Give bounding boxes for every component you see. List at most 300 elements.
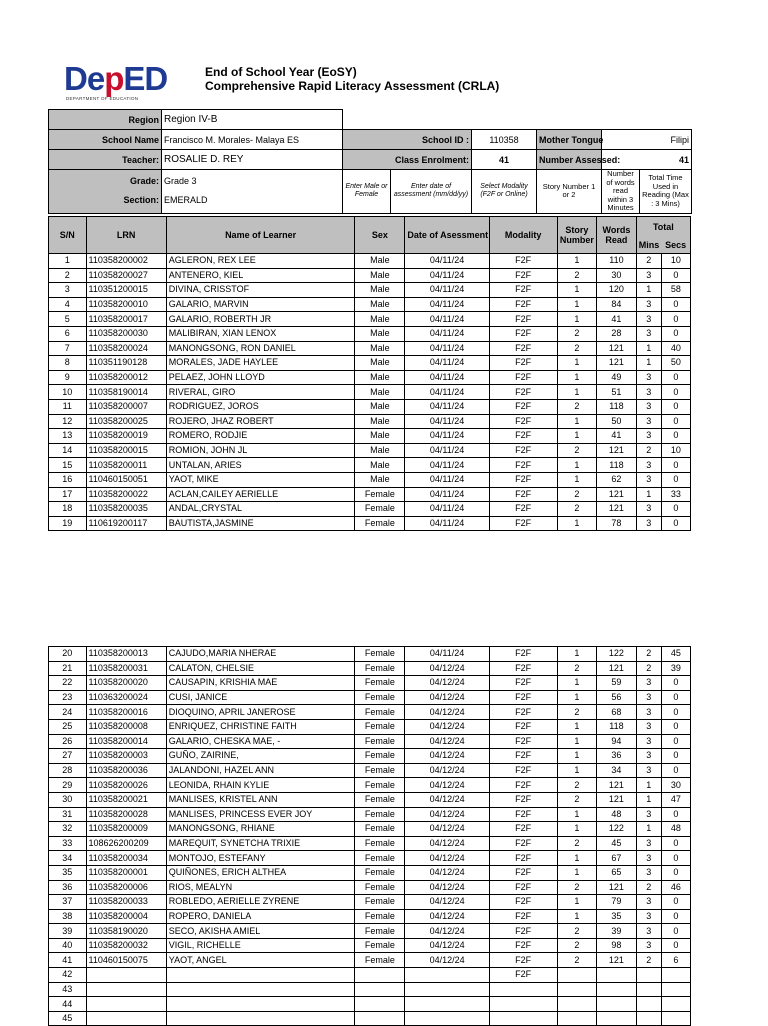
cell-words[interactable]: 41 — [597, 312, 637, 327]
cell-story[interactable]: 1 — [557, 297, 597, 312]
cell-sex[interactable]: Female — [355, 778, 405, 793]
cell-mins[interactable]: 3 — [636, 851, 661, 866]
cell-mins[interactable]: 3 — [636, 370, 661, 385]
number-assessed-value[interactable]: 41 — [602, 150, 692, 170]
cell-sex[interactable]: Male — [355, 283, 405, 298]
cell-mins[interactable]: 3 — [636, 458, 661, 473]
cell-words[interactable] — [597, 982, 637, 997]
cell-words[interactable]: 121 — [597, 778, 637, 793]
cell-mins[interactable]: 3 — [636, 763, 661, 778]
cell-modality[interactable] — [489, 982, 557, 997]
cell-lrn[interactable]: 108626200209 — [86, 836, 166, 851]
cell-lrn[interactable]: 110358200015 — [86, 443, 166, 458]
cell-lrn[interactable]: 110358200033 — [86, 895, 166, 910]
cell-story[interactable]: 1 — [557, 895, 597, 910]
section-value[interactable]: EMERALD — [164, 195, 208, 206]
cell-date[interactable]: 04/12/24 — [405, 676, 489, 691]
cell-name[interactable]: LEONIDA, RHAIN KYLIE — [166, 778, 355, 793]
cell-lrn[interactable]: 110358200011 — [86, 458, 166, 473]
cell-story[interactable]: 1 — [557, 822, 597, 837]
cell-words[interactable]: 94 — [597, 734, 637, 749]
cell-date[interactable]: 04/12/24 — [405, 661, 489, 676]
cell-words[interactable]: 78 — [597, 516, 637, 531]
cell-lrn[interactable]: 110358200025 — [86, 414, 166, 429]
cell-mins[interactable] — [636, 997, 661, 1012]
cell-secs[interactable] — [661, 1011, 690, 1026]
cell-story[interactable]: 1 — [557, 719, 597, 734]
cell-modality[interactable]: F2F — [489, 719, 557, 734]
cell-secs[interactable]: 10 — [661, 443, 690, 458]
cell-sex[interactable]: Male — [355, 254, 405, 269]
cell-modality[interactable]: F2F — [489, 385, 557, 400]
cell-modality[interactable]: F2F — [489, 268, 557, 283]
cell-mins[interactable]: 3 — [636, 836, 661, 851]
cell-mins[interactable] — [636, 982, 661, 997]
cell-name[interactable]: MALIBIRAN, XIAN LENOX — [166, 326, 355, 341]
cell-secs[interactable]: 0 — [661, 414, 690, 429]
cell-secs[interactable]: 50 — [661, 356, 690, 371]
region-value[interactable]: Region IV-B — [162, 110, 343, 130]
cell-modality[interactable]: F2F — [489, 458, 557, 473]
cell-sex[interactable]: Female — [355, 647, 405, 662]
cell-name[interactable]: ROBLEDO, AERIELLE ZYRENE — [166, 895, 355, 910]
cell-secs[interactable]: 48 — [661, 822, 690, 837]
cell-sex[interactable]: Male — [355, 443, 405, 458]
cell-modality[interactable]: F2F — [489, 502, 557, 517]
grade-value[interactable]: Grade 3 — [164, 176, 197, 187]
cell-date[interactable]: 04/12/24 — [405, 953, 489, 968]
cell-secs[interactable]: 0 — [661, 385, 690, 400]
cell-sex[interactable] — [355, 982, 405, 997]
cell-secs[interactable]: 40 — [661, 341, 690, 356]
cell-words[interactable]: 98 — [597, 938, 637, 953]
cell-modality[interactable]: F2F — [489, 326, 557, 341]
cell-words[interactable]: 121 — [597, 502, 637, 517]
cell-date[interactable]: 04/11/24 — [405, 647, 489, 662]
cell-date[interactable]: 04/11/24 — [405, 516, 489, 531]
cell-story[interactable] — [557, 997, 597, 1012]
cell-sex[interactable]: Female — [355, 734, 405, 749]
cell-lrn[interactable]: 110358200027 — [86, 268, 166, 283]
cell-date[interactable]: 04/11/24 — [405, 326, 489, 341]
cell-date[interactable]: 04/11/24 — [405, 487, 489, 502]
cell-lrn[interactable]: 110358200036 — [86, 763, 166, 778]
cell-story[interactable]: 1 — [557, 385, 597, 400]
cell-modality[interactable]: F2F — [489, 399, 557, 414]
cell-secs[interactable]: 47 — [661, 792, 690, 807]
cell-date[interactable]: 04/11/24 — [405, 356, 489, 371]
cell-lrn[interactable]: 110358200021 — [86, 792, 166, 807]
cell-modality[interactable]: F2F — [489, 953, 557, 968]
cell-story[interactable]: 1 — [557, 516, 597, 531]
cell-mins[interactable]: 3 — [636, 429, 661, 444]
cell-sex[interactable]: Female — [355, 792, 405, 807]
cell-mins[interactable]: 3 — [636, 719, 661, 734]
cell-story[interactable]: 1 — [557, 254, 597, 269]
cell-sex[interactable]: Female — [355, 938, 405, 953]
cell-mins[interactable]: 1 — [636, 283, 661, 298]
cell-lrn[interactable]: 110358200022 — [86, 487, 166, 502]
cell-date[interactable]: 04/11/24 — [405, 341, 489, 356]
cell-name[interactable]: PELAEZ, JOHN LLOYD — [166, 370, 355, 385]
cell-modality[interactable]: F2F — [489, 661, 557, 676]
cell-words[interactable]: 36 — [597, 749, 637, 764]
cell-words[interactable]: 121 — [597, 953, 637, 968]
cell-story[interactable]: 2 — [557, 778, 597, 793]
cell-sex[interactable]: Female — [355, 924, 405, 939]
cell-date[interactable]: 04/12/24 — [405, 851, 489, 866]
cell-words[interactable]: 50 — [597, 414, 637, 429]
cell-mins[interactable]: 3 — [636, 865, 661, 880]
teacher-value[interactable]: ROSALIE D. REY — [162, 150, 343, 170]
cell-mins[interactable]: 3 — [636, 502, 661, 517]
cell-mins[interactable]: 3 — [636, 297, 661, 312]
cell-secs[interactable]: 46 — [661, 880, 690, 895]
cell-sex[interactable]: Female — [355, 953, 405, 968]
cell-date[interactable]: 04/11/24 — [405, 268, 489, 283]
cell-secs[interactable]: 0 — [661, 458, 690, 473]
cell-mins[interactable]: 3 — [636, 895, 661, 910]
cell-words[interactable]: 121 — [597, 880, 637, 895]
cell-modality[interactable]: F2F — [489, 414, 557, 429]
cell-secs[interactable]: 0 — [661, 370, 690, 385]
cell-lrn[interactable]: 110358200035 — [86, 502, 166, 517]
cell-name[interactable]: CALATON, CHELSIE — [166, 661, 355, 676]
cell-story[interactable]: 1 — [557, 356, 597, 371]
cell-name[interactable]: YAOT, MIKE — [166, 472, 355, 487]
cell-date[interactable]: 04/11/24 — [405, 472, 489, 487]
cell-words[interactable]: 65 — [597, 865, 637, 880]
cell-mins[interactable]: 3 — [636, 676, 661, 691]
cell-words[interactable]: 51 — [597, 385, 637, 400]
cell-words[interactable]: 62 — [597, 472, 637, 487]
cell-date[interactable]: 04/12/24 — [405, 792, 489, 807]
cell-modality[interactable]: F2F — [489, 909, 557, 924]
cell-mins[interactable]: 2 — [636, 661, 661, 676]
cell-sex[interactable]: Female — [355, 880, 405, 895]
cell-secs[interactable]: 45 — [661, 647, 690, 662]
cell-words[interactable]: 121 — [597, 341, 637, 356]
cell-lrn[interactable]: 110358200026 — [86, 778, 166, 793]
cell-name[interactable]: CAUSAPIN, KRISHIA MAE — [166, 676, 355, 691]
cell-sex[interactable]: Female — [355, 822, 405, 837]
cell-secs[interactable]: 0 — [661, 807, 690, 822]
cell-words[interactable] — [597, 997, 637, 1012]
cell-sex[interactable]: Male — [355, 370, 405, 385]
cell-secs[interactable]: 0 — [661, 399, 690, 414]
cell-name[interactable]: ANDAL,CRYSTAL — [166, 502, 355, 517]
cell-date[interactable]: 04/12/24 — [405, 705, 489, 720]
school-name-value[interactable]: Francisco M. Morales- Malaya ES — [162, 130, 343, 150]
cell-modality[interactable]: F2F — [489, 487, 557, 502]
cell-sex[interactable]: Female — [355, 836, 405, 851]
cell-name[interactable]: RIOS, MEALYN — [166, 880, 355, 895]
cell-lrn[interactable] — [86, 1011, 166, 1026]
cell-secs[interactable] — [661, 982, 690, 997]
cell-date[interactable]: 04/12/24 — [405, 822, 489, 837]
cell-modality[interactable]: F2F — [489, 734, 557, 749]
cell-story[interactable]: 1 — [557, 414, 597, 429]
cell-mins[interactable]: 3 — [636, 516, 661, 531]
cell-sex[interactable]: Male — [355, 356, 405, 371]
cell-name[interactable]: YAOT, ANGEL — [166, 953, 355, 968]
cell-date[interactable]: 04/12/24 — [405, 938, 489, 953]
cell-words[interactable]: 121 — [597, 792, 637, 807]
cell-secs[interactable]: 0 — [661, 705, 690, 720]
cell-name[interactable]: GALARIO, CHESKA MAE, - — [166, 734, 355, 749]
cell-words[interactable]: 30 — [597, 268, 637, 283]
cell-name[interactable]: MANLISES, PRINCESS EVER JOY — [166, 807, 355, 822]
cell-modality[interactable]: F2F — [489, 312, 557, 327]
cell-modality[interactable]: F2F — [489, 705, 557, 720]
cell-lrn[interactable]: 110358200032 — [86, 938, 166, 953]
cell-words[interactable]: 35 — [597, 909, 637, 924]
cell-lrn[interactable]: 110358200001 — [86, 865, 166, 880]
cell-lrn[interactable]: 110351200015 — [86, 283, 166, 298]
cell-sex[interactable]: Female — [355, 865, 405, 880]
cell-sex[interactable]: Female — [355, 676, 405, 691]
cell-date[interactable]: 04/12/24 — [405, 763, 489, 778]
cell-name[interactable]: GALARIO, MARVIN — [166, 297, 355, 312]
cell-mins[interactable]: 3 — [636, 414, 661, 429]
cell-mins[interactable] — [636, 1011, 661, 1026]
cell-modality[interactable]: F2F — [489, 429, 557, 444]
cell-modality[interactable] — [489, 1011, 557, 1026]
cell-name[interactable]: BAUTISTA,JASMINE — [166, 516, 355, 531]
cell-words[interactable]: 34 — [597, 763, 637, 778]
cell-mins[interactable]: 1 — [636, 341, 661, 356]
cell-secs[interactable]: 0 — [661, 865, 690, 880]
cell-sex[interactable]: Female — [355, 749, 405, 764]
cell-date[interactable]: 04/12/24 — [405, 749, 489, 764]
cell-name[interactable]: RODRIGUEZ, JOROS — [166, 399, 355, 414]
cell-mins[interactable]: 1 — [636, 822, 661, 837]
cell-mins[interactable] — [636, 968, 661, 983]
cell-name[interactable]: MANONGSONG, RHIANE — [166, 822, 355, 837]
cell-sex[interactable]: Female — [355, 502, 405, 517]
cell-words[interactable] — [597, 968, 637, 983]
cell-mins[interactable]: 1 — [636, 778, 661, 793]
cell-sex[interactable]: Male — [355, 268, 405, 283]
cell-mins[interactable]: 3 — [636, 385, 661, 400]
cell-name[interactable]: JALANDONI, HAZEL ANN — [166, 763, 355, 778]
cell-modality[interactable]: F2F — [489, 938, 557, 953]
cell-name[interactable] — [166, 982, 355, 997]
cell-date[interactable]: 04/11/24 — [405, 458, 489, 473]
cell-secs[interactable]: 58 — [661, 283, 690, 298]
cell-story[interactable]: 2 — [557, 399, 597, 414]
cell-sex[interactable]: Female — [355, 895, 405, 910]
cell-date[interactable]: 04/12/24 — [405, 880, 489, 895]
cell-sex[interactable] — [355, 1011, 405, 1026]
cell-name[interactable]: QUIÑONES, ERICH ALTHEA — [166, 865, 355, 880]
cell-sex[interactable]: Female — [355, 705, 405, 720]
cell-mins[interactable]: 3 — [636, 705, 661, 720]
cell-sex[interactable]: Male — [355, 341, 405, 356]
cell-lrn[interactable]: 110358190020 — [86, 924, 166, 939]
cell-words[interactable]: 118 — [597, 458, 637, 473]
cell-sex[interactable] — [355, 968, 405, 983]
cell-sex[interactable]: Female — [355, 851, 405, 866]
cell-story[interactable]: 2 — [557, 487, 597, 502]
cell-secs[interactable]: 0 — [661, 909, 690, 924]
cell-date[interactable]: 04/12/24 — [405, 924, 489, 939]
cell-date[interactable]: 04/11/24 — [405, 399, 489, 414]
cell-name[interactable]: MORALES, JADE HAYLEE — [166, 356, 355, 371]
cell-lrn[interactable]: 110358190014 — [86, 385, 166, 400]
cell-modality[interactable]: F2F — [489, 792, 557, 807]
cell-secs[interactable]: 0 — [661, 924, 690, 939]
cell-lrn[interactable]: 110358200014 — [86, 734, 166, 749]
cell-mins[interactable]: 3 — [636, 807, 661, 822]
cell-secs[interactable]: 0 — [661, 268, 690, 283]
cell-name[interactable]: GUÑO, ZAIRINE, — [166, 749, 355, 764]
cell-lrn[interactable]: 110363200024 — [86, 690, 166, 705]
cell-story[interactable]: 2 — [557, 341, 597, 356]
cell-secs[interactable]: 0 — [661, 297, 690, 312]
cell-words[interactable]: 39 — [597, 924, 637, 939]
cell-lrn[interactable]: 110358200017 — [86, 312, 166, 327]
cell-words[interactable]: 59 — [597, 676, 637, 691]
cell-words[interactable] — [597, 1011, 637, 1026]
cell-story[interactable]: 1 — [557, 370, 597, 385]
cell-modality[interactable]: F2F — [489, 924, 557, 939]
cell-story[interactable] — [557, 982, 597, 997]
cell-modality[interactable]: F2F — [489, 778, 557, 793]
cell-mins[interactable]: 1 — [636, 487, 661, 502]
cell-sex[interactable]: Male — [355, 458, 405, 473]
cell-modality[interactable]: F2F — [489, 356, 557, 371]
cell-lrn[interactable]: 110358200019 — [86, 429, 166, 444]
cell-mins[interactable]: 3 — [636, 312, 661, 327]
cell-date[interactable]: 04/12/24 — [405, 807, 489, 822]
cell-name[interactable]: ROPERO, DANIELA — [166, 909, 355, 924]
cell-sex[interactable]: Female — [355, 909, 405, 924]
cell-secs[interactable]: 6 — [661, 953, 690, 968]
cell-words[interactable]: 118 — [597, 399, 637, 414]
cell-lrn[interactable]: 110358200012 — [86, 370, 166, 385]
cell-lrn[interactable]: 110358200028 — [86, 807, 166, 822]
cell-words[interactable]: 79 — [597, 895, 637, 910]
cell-name[interactable]: ROMERO, RODJIE — [166, 429, 355, 444]
cell-lrn[interactable]: 110351190128 — [86, 356, 166, 371]
cell-modality[interactable]: F2F — [489, 676, 557, 691]
cell-lrn[interactable]: 110358200013 — [86, 647, 166, 662]
cell-sex[interactable]: Male — [355, 385, 405, 400]
cell-secs[interactable] — [661, 997, 690, 1012]
cell-mins[interactable]: 3 — [636, 749, 661, 764]
cell-date[interactable]: 04/11/24 — [405, 312, 489, 327]
cell-words[interactable]: 56 — [597, 690, 637, 705]
cell-words[interactable]: 118 — [597, 719, 637, 734]
cell-sex[interactable]: Female — [355, 516, 405, 531]
cell-name[interactable]: MANONGSONG, RON DANIEL — [166, 341, 355, 356]
cell-name[interactable]: ENRIQUEZ, CHRISTINE FAITH — [166, 719, 355, 734]
cell-modality[interactable]: F2F — [489, 822, 557, 837]
cell-lrn[interactable]: 110358200031 — [86, 661, 166, 676]
cell-name[interactable]: UNTALAN, ARIES — [166, 458, 355, 473]
cell-modality[interactable]: F2F — [489, 254, 557, 269]
cell-modality[interactable]: F2F — [489, 647, 557, 662]
cell-date[interactable]: 04/11/24 — [405, 443, 489, 458]
cell-story[interactable]: 2 — [557, 705, 597, 720]
cell-name[interactable]: MAREQUIT, SYNETCHA TRIXIE — [166, 836, 355, 851]
cell-story[interactable]: 2 — [557, 938, 597, 953]
cell-secs[interactable]: 30 — [661, 778, 690, 793]
cell-story[interactable]: 1 — [557, 909, 597, 924]
cell-words[interactable]: 45 — [597, 836, 637, 851]
cell-lrn[interactable]: 110358200006 — [86, 880, 166, 895]
cell-story[interactable]: 1 — [557, 676, 597, 691]
cell-modality[interactable]: F2F — [489, 763, 557, 778]
cell-story[interactable]: 1 — [557, 472, 597, 487]
cell-sex[interactable]: Male — [355, 399, 405, 414]
cell-lrn[interactable]: 110358200024 — [86, 341, 166, 356]
cell-words[interactable]: 121 — [597, 661, 637, 676]
cell-words[interactable]: 48 — [597, 807, 637, 822]
cell-sex[interactable]: Male — [355, 414, 405, 429]
cell-name[interactable] — [166, 1011, 355, 1026]
cell-lrn[interactable]: 110358200004 — [86, 909, 166, 924]
cell-story[interactable]: 2 — [557, 502, 597, 517]
cell-story[interactable]: 2 — [557, 268, 597, 283]
cell-name[interactable]: DIOQUINO, APRIL JANEROSE — [166, 705, 355, 720]
cell-story[interactable]: 2 — [557, 443, 597, 458]
cell-secs[interactable]: 0 — [661, 895, 690, 910]
cell-lrn[interactable]: 110358200034 — [86, 851, 166, 866]
cell-date[interactable] — [405, 997, 489, 1012]
cell-name[interactable]: CUSI, JANICE — [166, 690, 355, 705]
cell-name[interactable]: ROJERO, JHAZ ROBERT — [166, 414, 355, 429]
cell-words[interactable]: 121 — [597, 356, 637, 371]
cell-date[interactable]: 04/12/24 — [405, 690, 489, 705]
cell-date[interactable]: 04/12/24 — [405, 734, 489, 749]
cell-words[interactable]: 49 — [597, 370, 637, 385]
cell-date[interactable]: 04/11/24 — [405, 429, 489, 444]
cell-name[interactable]: MONTOJO, ESTEFANY — [166, 851, 355, 866]
cell-secs[interactable]: 0 — [661, 516, 690, 531]
cell-secs[interactable] — [661, 968, 690, 983]
cell-mins[interactable]: 3 — [636, 734, 661, 749]
cell-mins[interactable]: 3 — [636, 924, 661, 939]
cell-mins[interactable]: 2 — [636, 647, 661, 662]
cell-modality[interactable]: F2F — [489, 297, 557, 312]
cell-mins[interactable]: 1 — [636, 356, 661, 371]
cell-words[interactable]: 28 — [597, 326, 637, 341]
cell-name[interactable] — [166, 968, 355, 983]
cell-sex[interactable]: Male — [355, 429, 405, 444]
cell-words[interactable]: 67 — [597, 851, 637, 866]
cell-lrn[interactable]: 110619200117 — [86, 516, 166, 531]
cell-secs[interactable]: 0 — [661, 763, 690, 778]
cell-story[interactable]: 1 — [557, 763, 597, 778]
cell-date[interactable] — [405, 982, 489, 997]
cell-lrn[interactable]: 110358200016 — [86, 705, 166, 720]
cell-lrn[interactable]: 110358200007 — [86, 399, 166, 414]
cell-sex[interactable]: Female — [355, 763, 405, 778]
cell-story[interactable] — [557, 968, 597, 983]
cell-date[interactable]: 04/11/24 — [405, 370, 489, 385]
cell-secs[interactable]: 0 — [661, 836, 690, 851]
cell-name[interactable]: SECO, AKISHA AMIEL — [166, 924, 355, 939]
cell-modality[interactable]: F2F — [489, 341, 557, 356]
cell-lrn[interactable]: 110358200002 — [86, 254, 166, 269]
cell-words[interactable]: 84 — [597, 297, 637, 312]
cell-date[interactable]: 04/12/24 — [405, 895, 489, 910]
cell-story[interactable]: 1 — [557, 647, 597, 662]
cell-lrn[interactable]: 110358200003 — [86, 749, 166, 764]
cell-secs[interactable]: 0 — [661, 676, 690, 691]
